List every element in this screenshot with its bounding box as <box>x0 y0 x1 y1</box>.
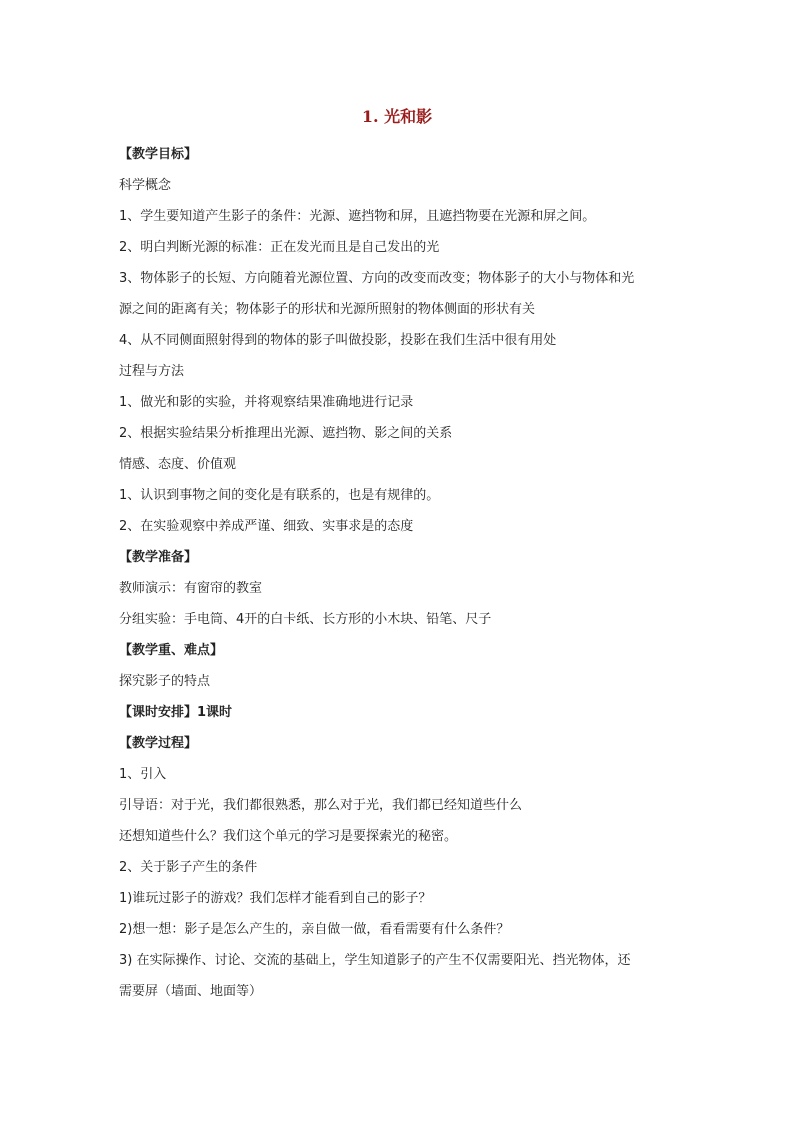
document-title: 1. 光和影 <box>361 107 433 126</box>
document-body <box>119 143 679 1011</box>
paragraph-line: 科学概念 <box>119 178 172 193</box>
paragraph-line: 探究影子的特点 <box>119 674 211 689</box>
paragraph-line: 1)谁玩过影子的游戏？我们怎样才能看到自己的影子？ <box>119 891 432 906</box>
paragraph-line: 需要屏（墙面、地面等） <box>119 984 263 999</box>
paragraph-line: 2、根据实验结果分析推理出光源、遮挡物、影之间的关系 <box>119 426 453 441</box>
paragraph-line: 过程与方法 <box>119 364 185 379</box>
paragraph-line: 1、学生要知道产生影子的条件：光源、遮挡物和屏，且遮挡物要在光源和屏之间。 <box>119 209 596 224</box>
section-heading: 【教学过程】 <box>119 736 198 751</box>
paragraph-line: 3、物体影子的长短、方向随着光源位置、方向的改变而改变；物体影子的大小与物体和光 <box>119 271 635 286</box>
paragraph-line: 2、明白判断光源的标准：正在发光而且是自己发出的光 <box>119 240 440 255</box>
paragraph-line: 1、引入 <box>119 767 167 782</box>
paragraph-line: 2、在实验观察中养成严谨、细致、实事求是的态度 <box>119 519 414 534</box>
paragraph-line: 还想知道些什么？我们这个单元的学习是要探索光的秘密。 <box>119 829 458 844</box>
section-heading: 【教学准备】 <box>119 550 198 565</box>
paragraph-line: 3) 在实际操作、讨论、交流的基础上，学生知道影子的产生不仅需要阳光、挡光物体，还 <box>119 953 631 968</box>
paragraph-line: 1、做光和影的实验，并将观察结果准确地进行记录 <box>119 395 414 410</box>
paragraph-line: 4、从不同侧面照射得到的物体的影子叫做投影，投影在我们生活中很有用处 <box>119 333 557 348</box>
paragraph-line: 2)想一想：影子是怎么产生的，亲自做一做，看看需要有什么条件？ <box>119 922 510 937</box>
paragraph-line: 分组实验：手电筒、4开的白卡纸、长方形的小木块、铅笔、尺子 <box>119 612 492 627</box>
paragraph-line: 2、关于影子产生的条件 <box>119 860 258 875</box>
paragraph-line: 教师演示：有窗帘的教室 <box>119 581 263 596</box>
section-heading: 【教学重、难点】 <box>119 643 224 658</box>
paragraph-line: 情感、态度、价值观 <box>119 457 237 472</box>
paragraph-line: 源之间的距离有关；物体影子的形状和光源所照射的物体侧面的形状有关 <box>119 302 536 317</box>
section-heading: 【课时安排】1课时 <box>119 705 233 720</box>
paragraph-line: 1、认识到事物之间的变化是有联系的，也是有规律的。 <box>119 488 440 503</box>
section-heading: 【教学目标】 <box>119 147 198 162</box>
paragraph-line: 引导语：对于光，我们都很熟悉，那么对于光，我们都已经知道些什么 <box>119 798 523 813</box>
